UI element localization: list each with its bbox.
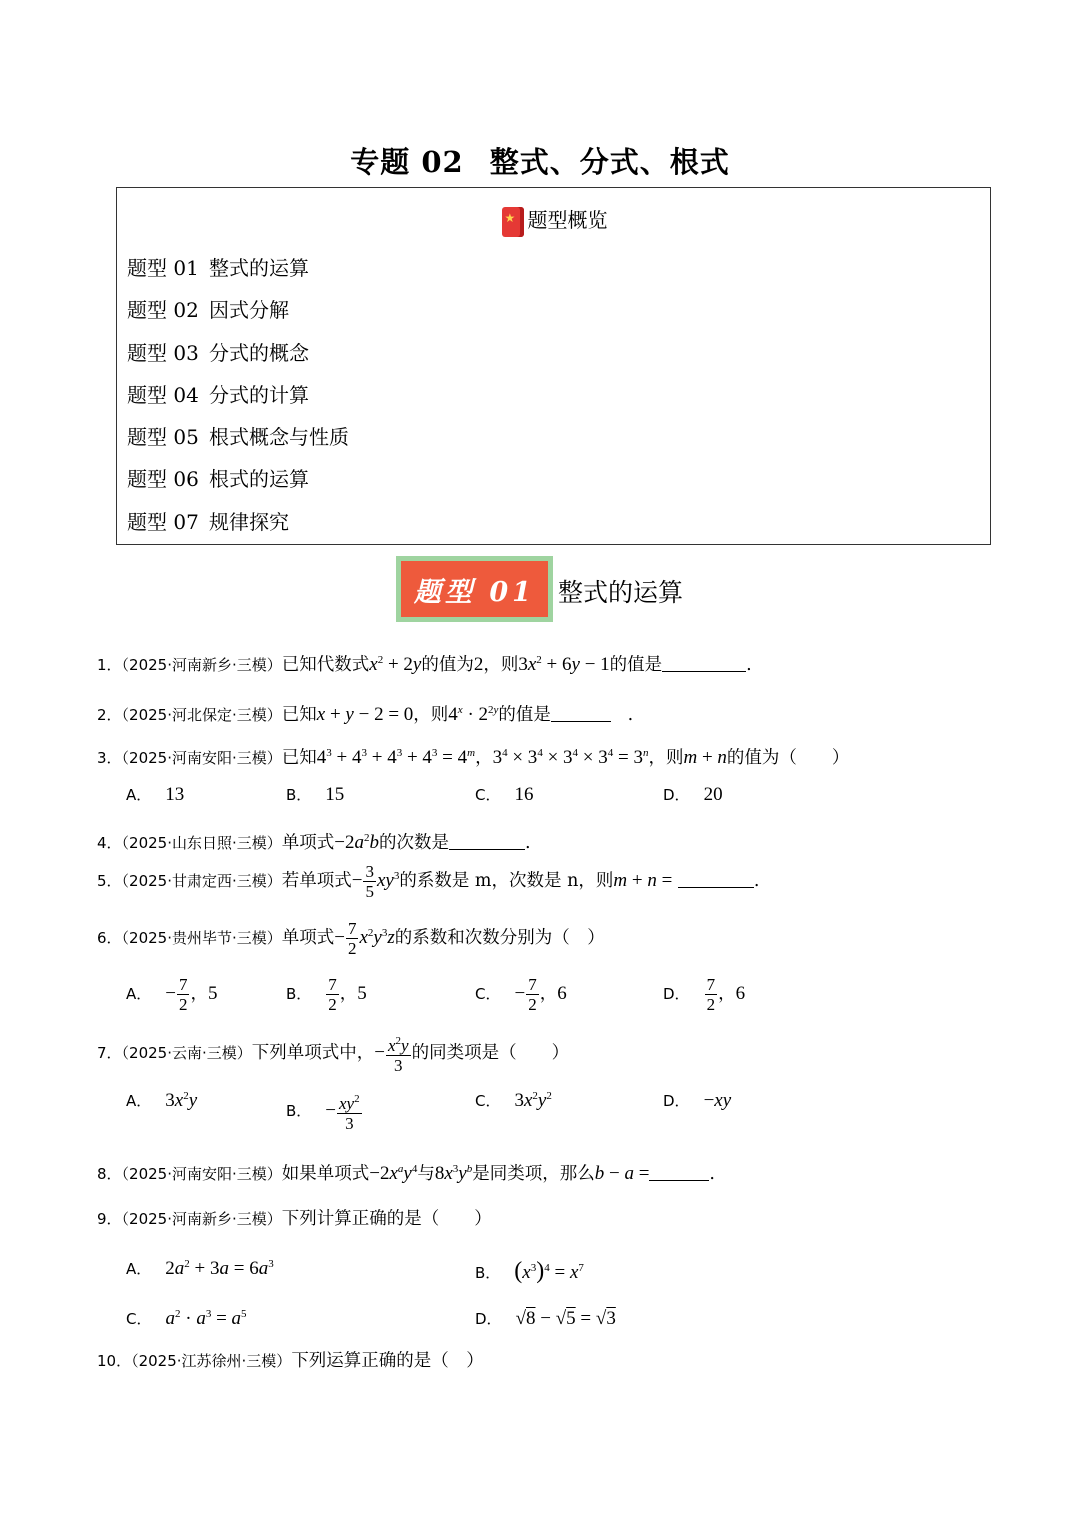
topic-item: 题型 01 整式的运算 xyxy=(127,256,309,280)
page-title xyxy=(0,140,1080,181)
topic-list xyxy=(127,255,349,551)
option-a[interactable]: A． 13 xyxy=(126,784,185,805)
overview-heading: ★ 题型概览 xyxy=(117,204,992,237)
topic-item: 题型 05 根式概念与性质 xyxy=(127,425,349,450)
option-d[interactable]: D． $\frac{7}{2}$ ，6 xyxy=(663,975,746,1014)
option-d[interactable]: D． −xy xyxy=(663,1090,732,1111)
topic-item: 题型 07 规律探究 xyxy=(127,509,289,534)
fraction: $\frac{3}{5}$ xyxy=(365,862,374,901)
option-b[interactable]: B． 15 xyxy=(286,784,345,805)
fraction: $\frac{7}{2}$ xyxy=(347,919,357,958)
overview-box xyxy=(116,187,991,545)
question-2: 2．（2025·河北保定·三模）已知x + y − 2 = 0，则$4^x \cdot 2^{2y}$的值是 . xyxy=(97,704,634,725)
topic-item: 题型 06 根式的运算 xyxy=(127,467,309,492)
option-c[interactable]: C． $a^2 \cdot a^3 = a^5$ xyxy=(126,1308,247,1329)
option-c[interactable]: C． $3x^2y^2$ xyxy=(475,1090,552,1111)
option-b[interactable]: B． $(x^3)^4 = x^7$ xyxy=(475,1258,584,1284)
question-4: 4．（2025·山东日照·三模）单项式$-2a^2b$的次数是 . xyxy=(97,832,531,853)
option-d[interactable]: D． 20 xyxy=(663,784,723,805)
option-c[interactable]: C． − $\frac{7}{2}$ ，6 xyxy=(475,975,567,1014)
option-c[interactable]: C． 16 xyxy=(475,784,534,805)
option-d[interactable]: D． √8 − √5 = √3 xyxy=(475,1308,616,1329)
fraction: $\frac{x^2y}{3}$ xyxy=(386,1032,411,1075)
question-8: 8．（2025·河南安阳·三模）如果单项式$-2x^ay^4$与$8x^3y^b$是同类项，那么b − a = . xyxy=(97,1163,715,1184)
option-b[interactable]: B． − $\frac{xy^2}{3}$ xyxy=(286,1090,363,1133)
question-10: 10．（2025·江苏徐州·三模）下列运算正确的是（ ） xyxy=(97,1351,484,1371)
question-7: 7．（2025·云南·三模）下列单项式中，− $\frac{x^2y}{3}$ 的同类项是（ ） xyxy=(97,1032,569,1075)
topic-item: 题型 03 分式的概念 xyxy=(127,340,309,365)
question-9: 9．（2025·河南新乡·三模）下列计算正确的是（ ） xyxy=(97,1209,492,1229)
question-6: 6．（2025·贵州毕节·三模）单项式− $\frac{7}{2}$ $x^2y^3z$的系数和次数分别为（ ） xyxy=(97,919,605,958)
option-a[interactable]: A． − $\frac{7}{2}$ ，5 xyxy=(126,975,218,1014)
option-a[interactable]: A． $2a^2 + 3a = 6a^3$ xyxy=(126,1258,274,1279)
book-icon: ★ xyxy=(502,207,524,237)
section-badge: 题型 01 xyxy=(396,556,553,622)
question-5: 5．（2025·甘肃定西·三模）若单项式− $\frac{3}{5}$ $xy^3$的系数是 m，次数是 n，则m + n = . xyxy=(97,862,760,901)
question-3: 3．（2025·河南安阳·三模）已知$4^3 + 4^3 + 4^3 + 4^3 = 4^m$，$3^4 \times 3^4 \times 3^4 \times 3^4 = 3^n$，则m + n的值为（ ） xyxy=(97,747,850,768)
topic-item: 题型 04 分式的计算 xyxy=(127,382,309,407)
question-1: 1．（2025·河南新乡·三模）已知代数式$x^2 + 2y$的值为2，则$3x^2 + 6y - 1$的值是 . xyxy=(97,654,752,675)
section-title: 整式的运算 xyxy=(558,578,684,607)
option-b[interactable]: B． $\frac{7}{2}$ ，5 xyxy=(286,975,367,1014)
title-main: 专题 02 xyxy=(350,145,464,179)
title-sub: 整式、分式、根式 xyxy=(489,145,730,179)
option-a[interactable]: A． $3x^2y$ xyxy=(126,1090,198,1111)
topic-item: 题型 02 因式分解 xyxy=(127,298,289,323)
